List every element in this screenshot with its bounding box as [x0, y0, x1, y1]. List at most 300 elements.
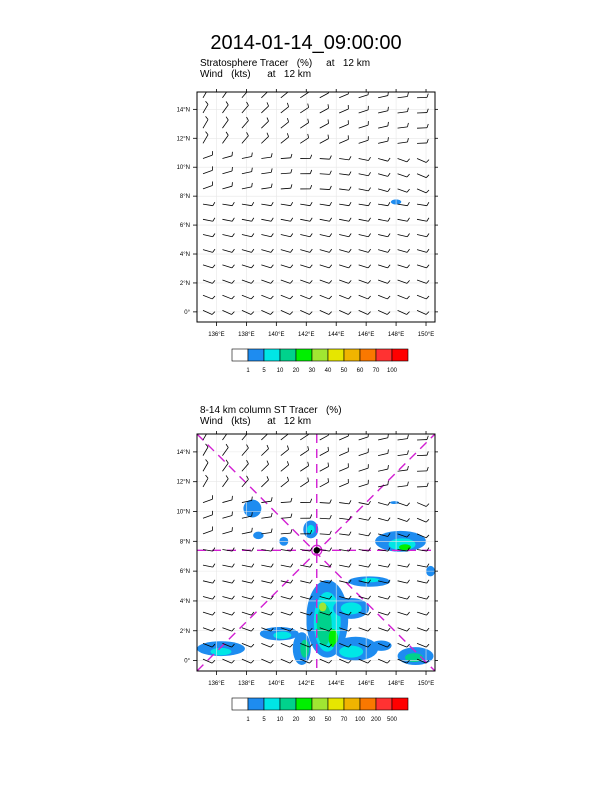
wind-barb-flag	[427, 580, 429, 583]
wind-barb-flag	[426, 175, 429, 178]
wind-barb	[417, 643, 426, 647]
wind-barb	[339, 503, 349, 504]
panel-1	[177, 86, 438, 374]
wind-barb-flag	[427, 483, 428, 487]
wind-barb	[320, 518, 330, 519]
colorbar-label: 50	[340, 368, 348, 374]
wind-barb	[300, 219, 310, 221]
wind-barb	[378, 310, 387, 314]
wind-barb-flag	[271, 249, 273, 252]
wind-barb	[222, 186, 232, 189]
wind-barb-flag	[290, 596, 292, 599]
wind-barb-flag	[271, 580, 273, 583]
wind-barb-flag	[267, 118, 269, 122]
wind-barb	[398, 565, 408, 567]
wind-barb	[281, 204, 291, 206]
wind-barb	[339, 204, 349, 206]
wind-barb	[242, 532, 252, 534]
wind-barb-flag	[388, 137, 389, 141]
wind-barb	[378, 659, 387, 663]
wind-barb	[339, 483, 348, 487]
y-tick-label: 0°	[184, 309, 190, 316]
wind-barb	[242, 136, 249, 144]
wind-barb	[339, 159, 349, 160]
colorbar-swatch	[264, 698, 280, 710]
colorbar-swatch	[392, 349, 408, 361]
wind-barb-flag	[407, 93, 408, 97]
wind-barb-flag	[232, 564, 234, 567]
wind-barb-flag	[206, 86, 209, 89]
wind-barb	[242, 172, 252, 174]
wind-barb	[359, 596, 369, 599]
wind-barb-flag	[330, 171, 332, 175]
wind-barb-flag	[368, 172, 370, 175]
wind-barb	[203, 265, 213, 268]
wind-barb	[222, 310, 231, 314]
x-tick-label: 138°E	[238, 681, 255, 687]
wind-barb-flag	[226, 117, 228, 120]
wind-barb-flag	[226, 102, 228, 105]
wind-barb-flag	[232, 233, 234, 236]
wind-barb	[203, 565, 213, 567]
wind-barb-flag	[213, 265, 215, 268]
colorbar	[232, 349, 408, 374]
colorbar-label: 70	[372, 368, 380, 374]
wind-barb	[222, 479, 228, 487]
colorbar-label: 100	[386, 368, 398, 374]
wind-barb-flag	[271, 513, 272, 517]
wind-barb-flag	[368, 218, 370, 221]
wind-barb-flag	[310, 564, 312, 567]
wind-barb	[261, 565, 271, 567]
wind-barb	[398, 96, 408, 97]
wind-barb	[203, 170, 212, 173]
colorbar-label: 1	[246, 368, 250, 374]
colorbar-swatch	[360, 698, 376, 710]
wind-barb-flag	[206, 428, 209, 431]
wind-barb-flag	[290, 612, 292, 615]
wind-barb	[339, 265, 349, 268]
wind-barb-flag	[267, 445, 269, 449]
wind-barb	[339, 174, 349, 175]
wind-barb	[281, 465, 289, 471]
wind-barb-flag	[427, 436, 428, 440]
wind-barb	[398, 219, 408, 221]
colorbar-swatch	[248, 349, 264, 361]
wind-barb	[378, 518, 388, 521]
wind-barb-flag	[247, 87, 249, 91]
wind-barb	[417, 265, 427, 268]
wind-barb-flag	[247, 445, 249, 449]
wind-barb-flag	[426, 644, 429, 647]
colorbar-swatch	[360, 349, 376, 361]
wind-barb	[242, 204, 252, 206]
wind-barb-flag	[213, 249, 215, 252]
wind-barb-flag	[407, 466, 408, 470]
wind-barb-flag	[427, 596, 429, 599]
wind-barb	[320, 159, 330, 160]
wind-barb-flag	[330, 186, 332, 190]
wind-barb-flag	[328, 447, 329, 451]
wind-barb-flag	[388, 218, 390, 221]
x-tick-label: 144°E	[327, 332, 345, 338]
plot-area	[197, 428, 435, 671]
tracer-contour	[300, 640, 309, 658]
wind-barb	[281, 434, 289, 440]
wind-barb-flag	[252, 596, 254, 599]
wind-barb	[222, 219, 232, 221]
wind-barb	[222, 265, 232, 268]
wind-barb	[261, 659, 270, 663]
y-tick-label: 4°N	[179, 252, 190, 259]
wind-barb	[417, 295, 426, 299]
tracer-contour	[339, 646, 363, 658]
wind-barb	[417, 250, 427, 253]
wind-barb-flag	[407, 233, 409, 236]
wind-barb-flag	[271, 564, 273, 567]
wind-barb	[417, 518, 426, 522]
wind-barb-flag	[330, 548, 332, 551]
wind-barb-flag	[349, 532, 351, 536]
wind-barb-flag	[388, 173, 390, 176]
wind-barb-flag	[427, 202, 429, 205]
wind-barb	[203, 204, 213, 206]
wind-barb	[339, 565, 349, 567]
x-tick-label: 140°E	[268, 681, 285, 687]
wind-barb	[261, 250, 271, 253]
wind-barb-flag	[247, 429, 249, 433]
wind-barb	[320, 503, 330, 504]
wind-barb	[222, 447, 228, 455]
y-tick-label: 12°N	[176, 136, 190, 143]
wind-barb	[398, 612, 408, 615]
x-tick-label: 144°E	[327, 681, 345, 687]
wind-barb-flag	[206, 460, 209, 463]
wind-barb-flag	[368, 249, 370, 252]
wind-barb-flag	[349, 172, 351, 176]
wind-barb	[281, 107, 289, 113]
wind-barb	[222, 234, 232, 236]
wind-barb-flag	[368, 501, 370, 504]
wind-barb-flag	[388, 596, 390, 599]
wind-barb	[339, 659, 348, 663]
wind-barb-flag	[226, 475, 228, 478]
wind-barb	[359, 484, 369, 487]
panel1-title-line2: Wind (kts) at 12 km	[200, 69, 312, 80]
wind-barb-flag	[368, 233, 370, 236]
wind-barb	[242, 234, 252, 236]
wind-barb-flag	[267, 102, 269, 106]
wind-barb	[378, 265, 388, 268]
wind-barb	[378, 565, 388, 567]
colorbar-label: 10	[276, 717, 284, 723]
wind-barb-flag	[426, 535, 429, 538]
colorbar-swatch	[328, 349, 344, 361]
wind-barb	[261, 204, 271, 206]
wind-barb	[359, 534, 369, 536]
colorbar-label: 1	[246, 717, 250, 723]
wind-barb-flag	[232, 249, 234, 252]
wind-barb	[300, 204, 310, 206]
wind-barb	[398, 142, 408, 143]
wind-barb-flag	[310, 499, 311, 503]
wind-barb	[203, 463, 208, 472]
wind-barb	[339, 250, 349, 253]
wind-barb	[378, 96, 388, 98]
wind-barb-flag	[368, 596, 370, 599]
wind-barb	[339, 534, 349, 535]
wind-barb	[320, 295, 329, 299]
wind-barb	[261, 121, 268, 128]
wind-barb	[339, 139, 348, 143]
wind-barb-flag	[407, 108, 408, 112]
wind-barb	[222, 171, 232, 174]
wind-barb	[222, 156, 232, 159]
colorbar-label: 200	[370, 717, 382, 723]
wind-barb	[320, 534, 330, 535]
wind-barb	[222, 90, 228, 98]
y-tick-label: 8°N	[179, 539, 190, 546]
colorbar	[232, 698, 408, 723]
wind-barb-flag	[330, 500, 332, 504]
wind-barb	[261, 157, 271, 158]
wind-barb	[398, 265, 408, 268]
wind-barb	[242, 90, 249, 98]
wind-barb-flag	[287, 133, 288, 137]
wind-barb-flag	[388, 481, 389, 485]
colorbar-swatch	[376, 698, 392, 710]
plot-frame	[197, 92, 435, 322]
wind-barb	[203, 295, 212, 299]
wind-barb	[261, 596, 271, 599]
wind-barb-flag	[330, 515, 332, 519]
wind-barb-flag	[368, 612, 370, 615]
plot-area	[197, 86, 435, 322]
colorbar-swatch	[392, 698, 408, 710]
wind-barb	[359, 140, 369, 143]
wind-barb-flag	[252, 249, 254, 252]
wind-barb-flag	[427, 612, 429, 615]
wind-barb	[203, 186, 212, 189]
wind-barb	[203, 120, 208, 129]
wind-barb-flag	[252, 580, 254, 583]
wind-barb	[320, 265, 330, 268]
wind-barb	[281, 596, 291, 599]
wind-barb	[203, 530, 212, 533]
wind-barb-flag	[271, 218, 273, 221]
wind-barb	[261, 136, 268, 143]
wind-barb	[281, 612, 291, 615]
wind-barb	[398, 204, 408, 206]
wind-barb	[203, 155, 212, 158]
wind-barb-flag	[267, 87, 269, 91]
wind-barb	[300, 250, 310, 253]
wind-barb	[300, 295, 309, 299]
wind-barb-flag	[287, 88, 288, 92]
wind-barb	[398, 596, 408, 599]
y-tick-label: 6°N	[179, 223, 190, 230]
wind-barb-flag	[287, 446, 288, 450]
wind-barb	[320, 108, 329, 113]
wind-barb-flag	[290, 265, 292, 268]
wind-barb	[398, 310, 407, 314]
colorbar-label: 5	[262, 368, 266, 374]
wind-barb	[203, 104, 208, 113]
wind-barb	[300, 138, 308, 144]
wind-barb	[203, 310, 212, 314]
wind-barb	[417, 612, 427, 615]
wind-barb-flag	[291, 529, 292, 533]
wind-barb	[320, 250, 330, 253]
colorbar-swatch	[312, 698, 328, 710]
x-tick-label: 138°E	[238, 332, 255, 338]
wind-barb	[398, 581, 408, 583]
wind-barb-flag	[369, 202, 371, 205]
wind-barb	[359, 110, 369, 113]
wind-barb-flag	[407, 296, 410, 299]
wind-barb-flag	[388, 202, 390, 205]
wind-barb-flag	[368, 157, 370, 160]
wind-barb-flag	[388, 612, 390, 615]
wind-barb-flag	[426, 296, 429, 299]
wind-barb-flag	[329, 233, 331, 236]
colorbar-label: 10	[276, 368, 284, 374]
y-tick-label: 10°N	[176, 165, 190, 172]
wind-barb-flag	[387, 296, 390, 299]
wind-barb	[417, 596, 427, 599]
wind-barb	[359, 174, 369, 176]
wind-barb-flag	[252, 183, 253, 187]
panel1-title-line1: Stratosphere Tracer (%) at 12 km	[200, 58, 371, 69]
wind-barb-flag	[308, 446, 309, 450]
wind-barb-flag	[267, 133, 269, 137]
wind-barb	[203, 234, 213, 236]
wind-barb-flag	[407, 564, 409, 567]
wind-barb	[417, 159, 426, 163]
wind-barb	[398, 518, 407, 521]
wind-barb-flag	[388, 465, 389, 469]
wind-barb-flag	[247, 476, 249, 480]
wind-barb-flag	[310, 580, 312, 583]
wind-barb-flag	[407, 159, 410, 162]
wind-barb	[359, 234, 369, 236]
wind-barb-flag	[271, 202, 273, 205]
wind-barb-flag	[291, 202, 293, 205]
wind-barb	[300, 234, 310, 236]
colorbar-label: 30	[308, 717, 316, 723]
wind-barb	[359, 250, 369, 253]
wind-barb	[203, 612, 213, 615]
wind-barb	[261, 612, 271, 615]
wind-barb-flag	[310, 296, 313, 299]
wind-barb-flag	[291, 564, 293, 567]
wind-barb-flag	[388, 233, 390, 236]
wind-barb-flag	[232, 296, 235, 299]
wind-barb-flag	[308, 462, 309, 466]
wind-barb	[398, 112, 408, 113]
wind-barb	[222, 135, 228, 143]
wind-barb-flag	[348, 296, 351, 299]
wind-barb-flag	[426, 504, 429, 507]
wind-barb	[300, 92, 308, 98]
wind-barb-flag	[407, 265, 409, 268]
wind-barb	[339, 124, 348, 128]
wind-barb-flag	[308, 104, 309, 108]
wind-barb	[398, 486, 408, 487]
y-tick-label: 10°N	[176, 509, 190, 516]
wind-barb-flag	[310, 218, 312, 221]
wind-barb	[242, 464, 249, 472]
wind-barb-flag	[213, 564, 215, 567]
wind-barb-flag	[427, 265, 429, 268]
wind-barb-flag	[407, 580, 409, 583]
wind-barb	[222, 500, 232, 503]
wind-barb	[417, 503, 426, 507]
wind-barb	[320, 174, 330, 175]
center-marker	[314, 547, 320, 553]
colorbar-swatch	[296, 349, 312, 361]
wind-barb-flag	[271, 265, 273, 268]
wind-barb	[339, 295, 348, 299]
wind-barb	[378, 126, 388, 128]
wind-barb-flag	[271, 497, 272, 501]
wind-barb	[281, 502, 291, 503]
wind-barb	[320, 139, 329, 144]
wind-barb	[222, 105, 228, 113]
wind-barb-flag	[388, 188, 390, 191]
wind-barb-flag	[329, 296, 332, 299]
wind-barb-flag	[252, 153, 253, 157]
wind-barb	[339, 518, 349, 519]
wind-barb-flag	[226, 460, 228, 463]
wind-barb	[261, 310, 270, 314]
wind-barb	[378, 141, 388, 143]
wind-barb-flag	[287, 430, 288, 434]
colorbar-swatch	[232, 698, 248, 710]
wind-barb	[398, 189, 407, 192]
wind-barb	[300, 565, 310, 567]
wind-barb-flag	[310, 233, 312, 236]
wind-barb	[222, 204, 232, 206]
colorbar-swatch	[280, 698, 296, 710]
wind-barb-flag	[271, 529, 272, 533]
wind-barb	[378, 596, 388, 599]
colorbar-label: 20	[292, 368, 300, 374]
wind-barb-flag	[407, 503, 410, 506]
tracer-contour	[399, 544, 411, 550]
wind-barb-flag	[287, 477, 288, 481]
wind-barb-flag	[213, 580, 215, 583]
wind-barb-flag	[226, 444, 228, 447]
wind-barb	[320, 482, 329, 487]
x-tick-label: 150°E	[417, 681, 435, 687]
wind-barb	[222, 565, 232, 567]
wind-barb-flag	[252, 564, 254, 567]
wind-barb	[203, 596, 213, 599]
wind-barb-flag	[291, 154, 292, 158]
wind-barb	[222, 295, 231, 299]
wind-barb	[398, 503, 407, 506]
wind-barb	[222, 463, 228, 471]
wind-barb-flag	[388, 158, 390, 161]
wind-barb-flag	[368, 532, 370, 535]
wind-barb-flag	[407, 218, 409, 221]
y-tick-label: 4°N	[179, 598, 190, 605]
wind-barb	[339, 189, 349, 190]
wind-barb	[320, 435, 329, 440]
wind-barb-flag	[329, 249, 331, 252]
wind-barb-flag	[251, 644, 254, 647]
